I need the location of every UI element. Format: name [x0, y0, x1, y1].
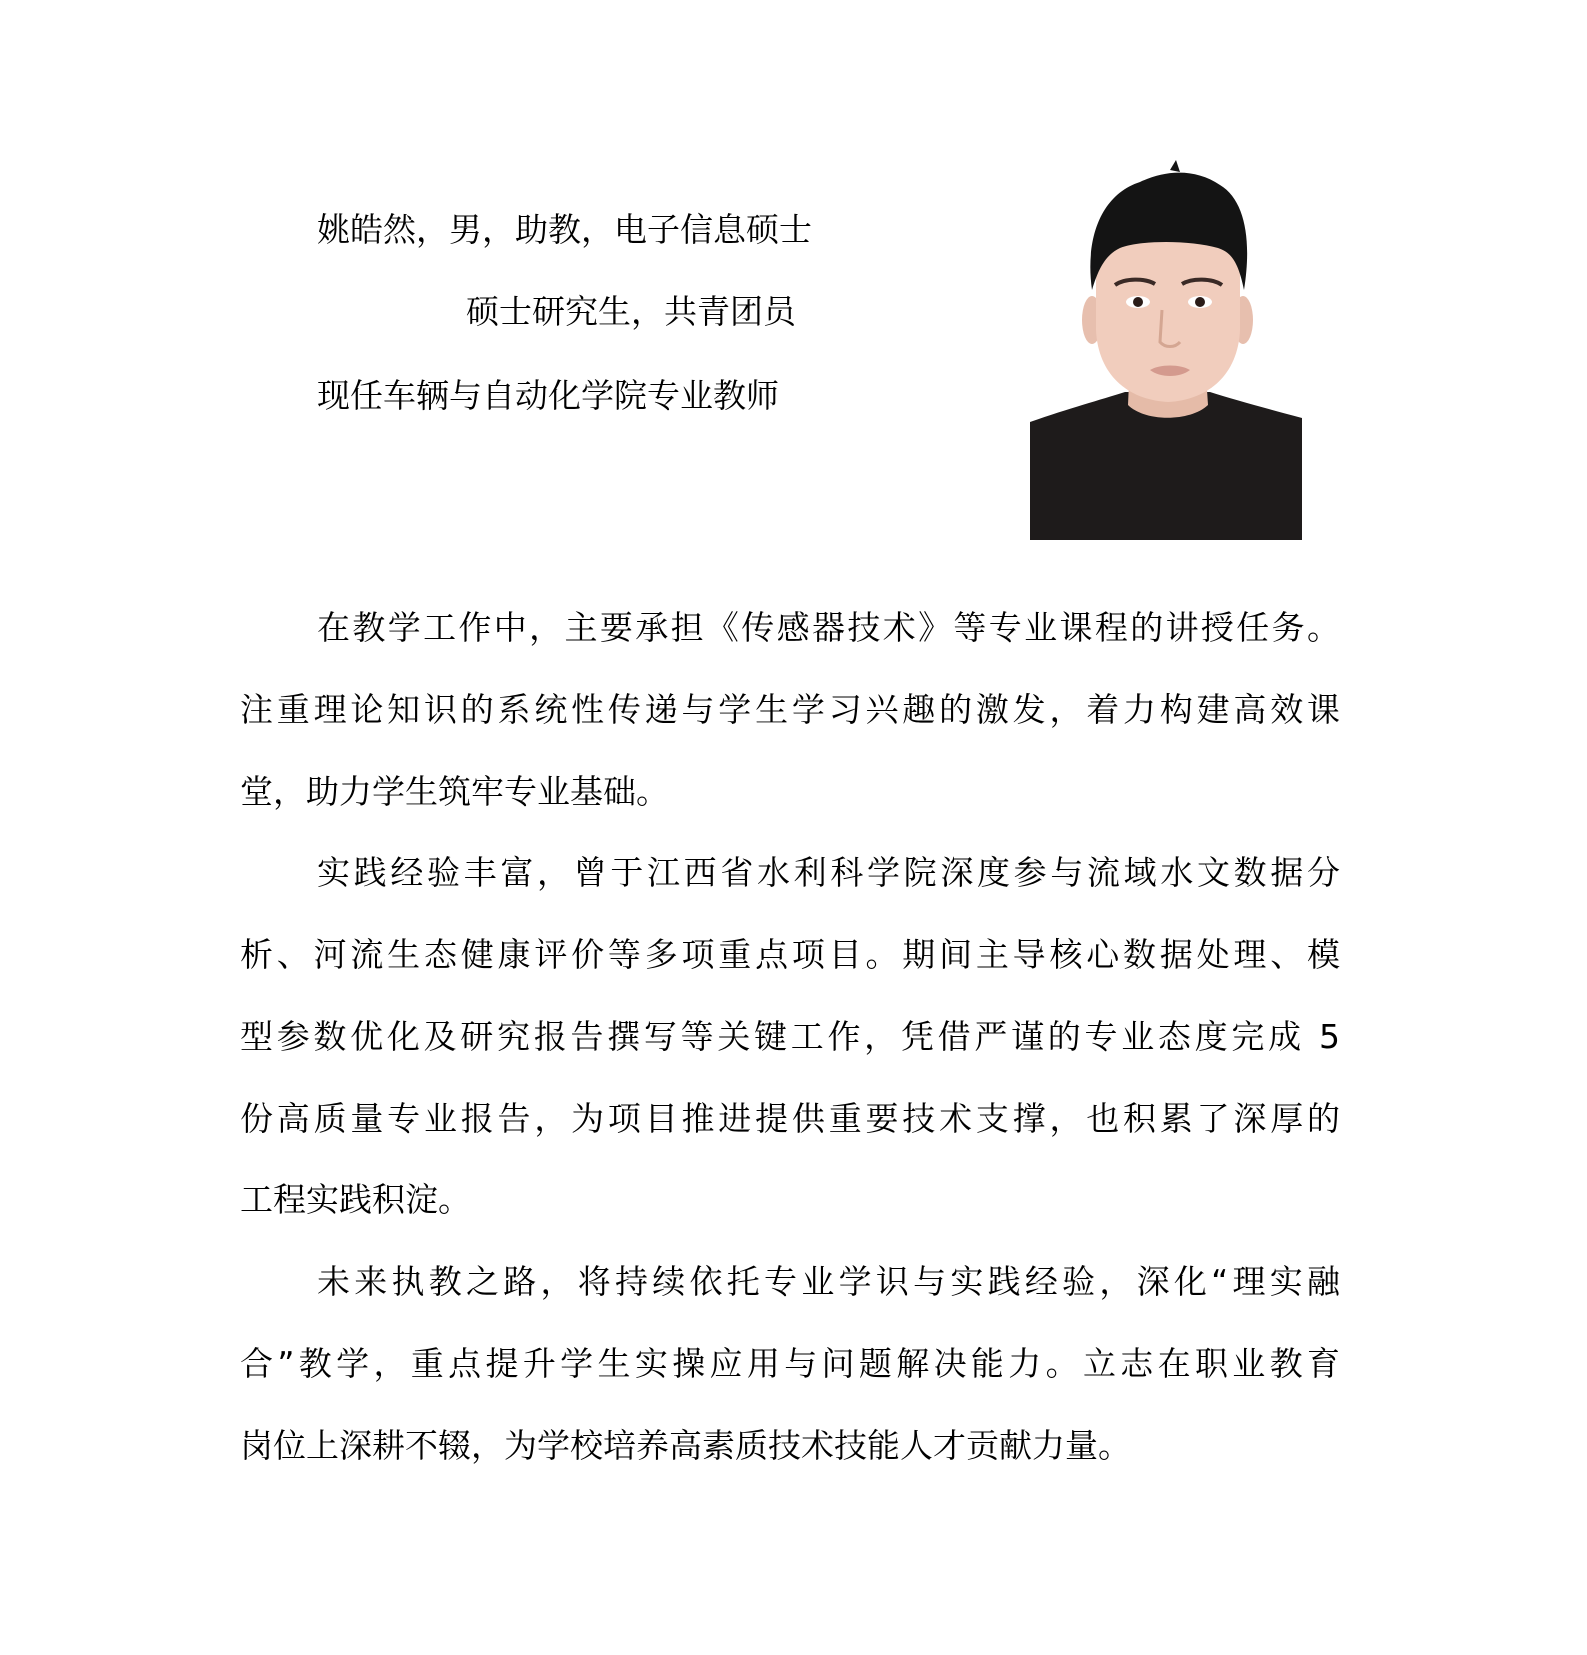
paragraph-line: 析、河流生态健康评价等多项重点项目。期间主导核心数据处理、模	[240, 935, 1340, 974]
paragraph-line: 未来执教之路，将持续依托专业学识与实践经验，深化“理实融	[317, 1262, 1340, 1301]
profile-name-line: 姚皓然，男，助教，电子信息硕士	[317, 210, 812, 249]
portrait-image	[1030, 160, 1302, 540]
paragraph-line: 注重理论知识的系统性传递与学生学习兴趣的激发，着力构建高效课	[240, 690, 1340, 729]
paragraph-line: 工程实践积淀。	[240, 1180, 471, 1219]
paragraph-line: 型参数优化及研究报告撰写等关键工作，凭借严谨的专业态度完成 5	[240, 1017, 1340, 1056]
profile-position-line: 现任车辆与自动化学院专业教师	[317, 376, 779, 415]
paragraph-line: 合”教学，重点提升学生实操应用与问题解决能力。立志在职业教育	[240, 1344, 1340, 1383]
paragraph-line: 堂，助力学生筑牢专业基础。	[240, 772, 669, 811]
paragraph-line: 份高质量专业报告，为项目推进提供重要技术支撑，也积累了深厚的	[240, 1099, 1340, 1138]
paragraph-line: 实践经验丰富，曾于江西省水利科学院深度参与流域水文数据分	[317, 853, 1340, 892]
profile-degree-line: 硕士研究生，共青团员	[466, 292, 796, 331]
portrait-photo	[1030, 160, 1302, 540]
paragraph-line: 岗位上深耕不辍，为学校培养高素质技术技能人才贡献力量。	[240, 1426, 1131, 1465]
paragraph-line: 在教学工作中，主要承担《传感器技术》等专业课程的讲授任务。	[317, 608, 1340, 647]
